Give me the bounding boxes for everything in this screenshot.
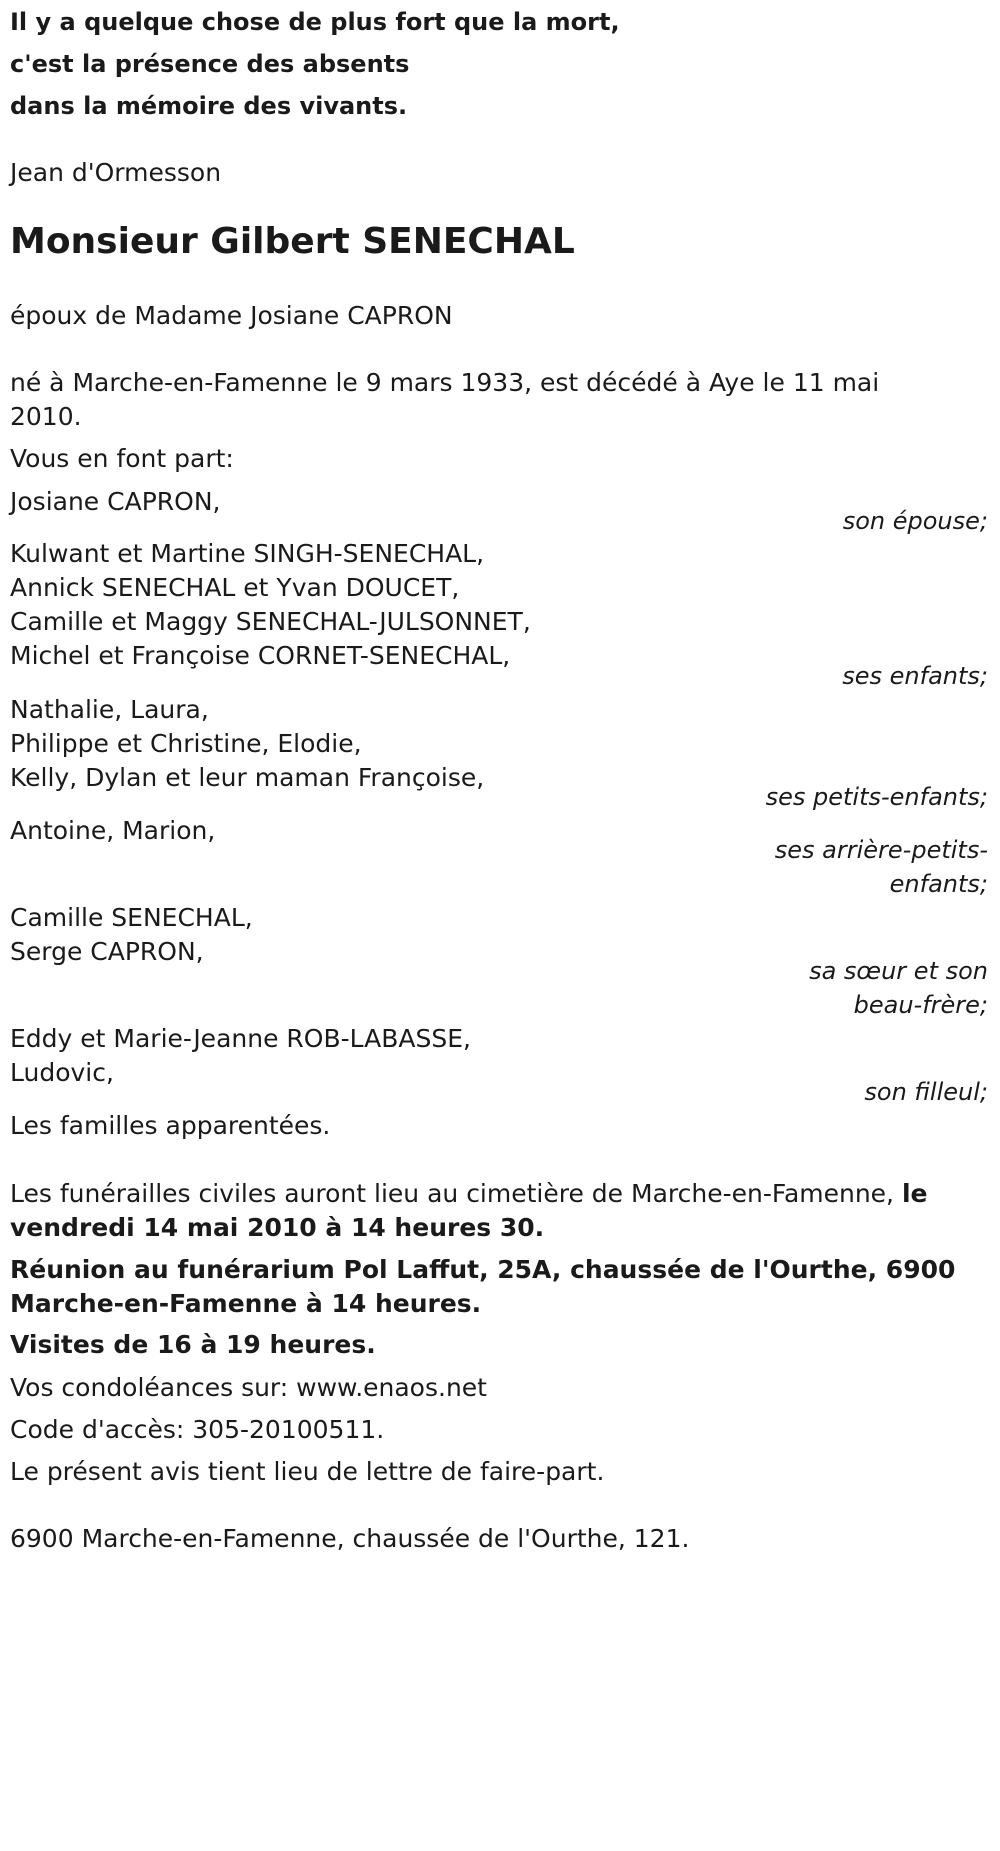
family-child-name: Michel et Françoise CORNET-SENECHAL,: [10, 641, 511, 670]
family-grandchildren-role: ses petits-enfants;: [765, 783, 988, 811]
family-godchild-name: Ludovic,: [10, 1058, 114, 1087]
funeral-line-2: vendredi 14 mai 2010 à 14 heures 30.: [10, 1213, 545, 1242]
family-spouse-role: son épouse;: [842, 507, 988, 535]
funeral-date-prefix: le: [901, 1179, 928, 1208]
family-great-grandchildren-role-line-1: ses arrière-petits-: [774, 836, 988, 864]
family-sibling-role-line-1: sa sœur et son: [809, 957, 988, 985]
quote-line-1: Il y a quelque chose de plus fort que la mort,: [10, 8, 620, 36]
family-godchild-name: Eddy et Marie-Jeanne ROB-LABASSE,: [10, 1024, 471, 1053]
quote-author: Jean d'Ormesson: [10, 158, 222, 187]
funeral-text: Les funérailles civiles auront lieu au cimetière de Marche-en-Famenne,: [10, 1179, 902, 1208]
family-grandchild-name: Kelly, Dylan et leur maman Françoise,: [10, 763, 485, 792]
spouse-line: époux de Madame Josiane CAPRON: [10, 301, 453, 330]
meeting-line-1: Réunion au funérarium Pol Laffut, 25A, chaussée de l'Ourthe, 6900: [10, 1255, 956, 1284]
visits-line: Visites de 16 à 19 heures.: [10, 1330, 376, 1359]
address-line: 6900 Marche-en-Famenne, chaussée de l'Ourthe, 121.: [10, 1524, 690, 1553]
access-code-line: Code d'accès: 305-20100511.: [10, 1415, 385, 1444]
meeting-line-2: Marche-en-Famenne à 14 heures.: [10, 1289, 482, 1318]
family-child-name: Annick SENECHAL et Yvan DOUCET,: [10, 573, 460, 602]
family-great-grandchild-name: Antoine, Marion,: [10, 816, 216, 845]
birth-death-line-1: né à Marche-en-Famenne le 9 mars 1933, est décédé à Aye le 11 mai: [10, 368, 880, 397]
announce-line: Vous en font part:: [10, 444, 234, 473]
family-spouse-name: Josiane CAPRON,: [10, 487, 221, 516]
family-grandchild-name: Nathalie, Laura,: [10, 695, 209, 724]
condolences-line: Vos condoléances sur: www.enaos.net: [10, 1373, 487, 1402]
family-child-name: Kulwant et Martine SINGH-SENECHAL,: [10, 539, 485, 568]
family-great-grandchildren-role-line-2: enfants;: [889, 870, 988, 898]
family-sibling-name: Camille SENECHAL,: [10, 903, 253, 932]
quote-line-2: c'est la présence des absents: [10, 50, 410, 78]
family-children-role: ses enfants;: [842, 662, 988, 690]
deceased-name: Monsieur Gilbert SENECHAL: [10, 221, 575, 262]
family-grandchild-name: Philippe et Christine, Elodie,: [10, 729, 362, 758]
notice-line: Le présent avis tient lieu de lettre de faire-part.: [10, 1457, 605, 1486]
family-godchild-role: son filleul;: [864, 1078, 988, 1106]
family-sibling-role-line-2: beau-frère;: [853, 991, 988, 1019]
family-child-name: Camille et Maggy SENECHAL-JULSONNET,: [10, 607, 531, 636]
birth-death-line-2: 2010.: [10, 402, 82, 431]
quote-line-3: dans la mémoire des vivants.: [10, 92, 408, 120]
family-sibling-name: Serge CAPRON,: [10, 937, 204, 966]
related-families: Les familles apparentées.: [10, 1111, 331, 1140]
